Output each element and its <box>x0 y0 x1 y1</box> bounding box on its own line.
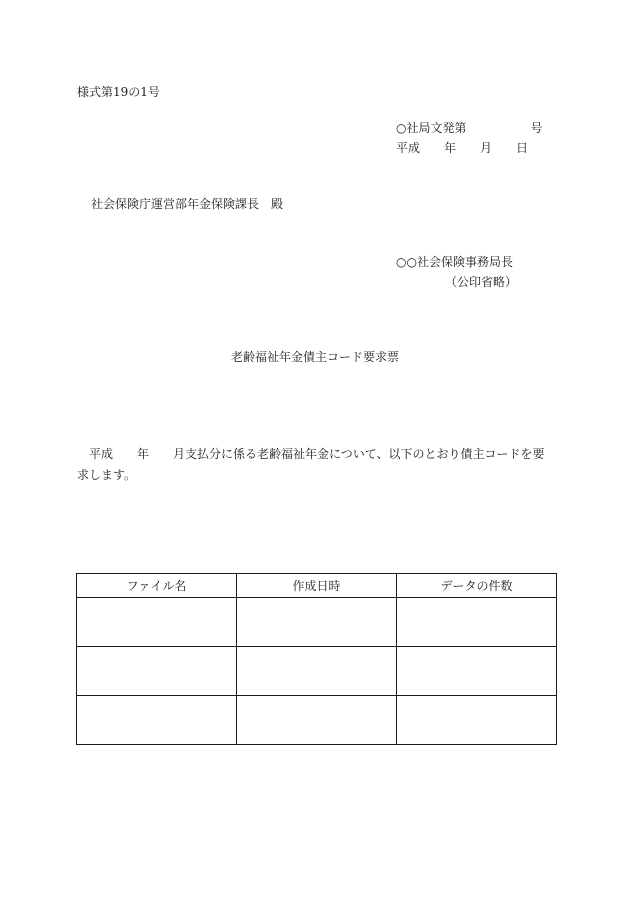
table-row <box>77 598 557 647</box>
issue-date-day: 日 <box>516 141 529 155</box>
table-cell-record-count <box>397 647 557 696</box>
body-year: 年 <box>137 447 150 461</box>
issue-date <box>396 142 528 154</box>
table-cell-record-count <box>397 598 557 647</box>
table-row <box>77 696 557 745</box>
document-number <box>396 122 543 134</box>
table-cell-created-at <box>237 696 397 745</box>
recipient-honorific: 殿 <box>271 197 284 211</box>
document-number-prefix: ○社局文発第 <box>396 121 467 135</box>
issue-date-era: 平成 <box>396 141 421 155</box>
table-row <box>77 647 557 696</box>
body-era: 平成 <box>89 447 114 461</box>
recipient <box>91 198 283 210</box>
seal-note: （公印省略） <box>445 275 518 289</box>
form-number: 様式第19の1号 <box>77 85 160 99</box>
body-paragraph <box>77 444 555 486</box>
table-cell-file-name <box>77 696 237 745</box>
document-title: 老齢福祉年金債主コード要求票 <box>230 350 399 364</box>
recipient-name: 社会保険庁運営部年金保険課長 <box>91 197 260 211</box>
table-header-row <box>77 574 557 598</box>
issue-date-month: 月 <box>480 141 493 155</box>
issue-date-year: 年 <box>444 141 457 155</box>
table-cell-record-count <box>397 696 557 745</box>
table-cell-file-name <box>77 598 237 647</box>
table-cell-created-at <box>237 647 397 696</box>
sender-office: ○○社会保険事務局長 <box>396 255 513 269</box>
file-info-table <box>76 573 557 745</box>
header-record-count: データの件数 <box>397 574 557 598</box>
header-created-at: 作成日時 <box>237 574 397 598</box>
table-cell-created-at <box>237 598 397 647</box>
header-file-name: ファイル名 <box>77 574 237 598</box>
table-cell-file-name <box>77 647 237 696</box>
body-text: 月支払分に係る老齢福祉年金について、以下のとおり債主コードを要求します。 <box>77 447 545 482</box>
document-number-suffix: 号 <box>530 121 543 135</box>
